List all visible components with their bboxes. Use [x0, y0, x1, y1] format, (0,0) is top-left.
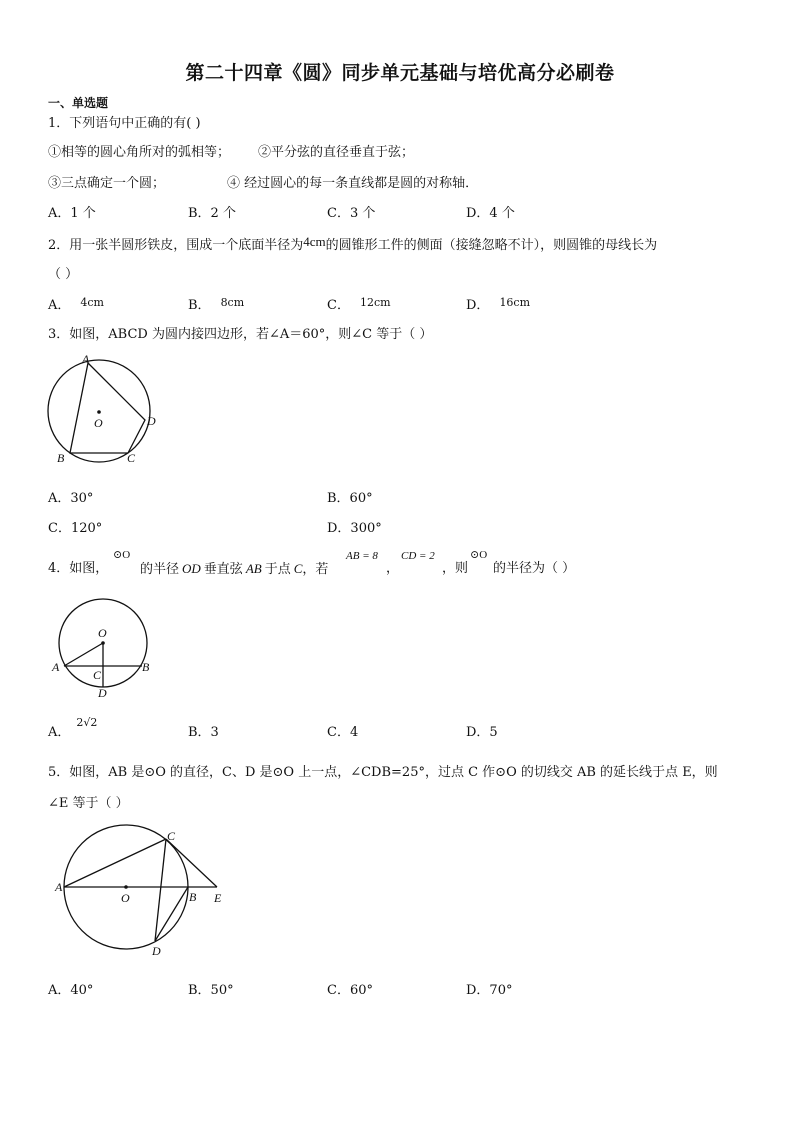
q3-option-c[interactable]: C．120°: [48, 521, 103, 536]
page-title: 第二十四章《圆》同步单元基础与培优高分必刷卷: [185, 62, 615, 84]
q4-label-c: C: [93, 668, 102, 682]
q3-label-a: A: [82, 352, 90, 366]
q5-option-c[interactable]: C．60°: [327, 983, 373, 998]
q5-label-a: A: [55, 880, 63, 894]
q4-condition-2: CD = 2: [401, 550, 435, 562]
q4-c: C: [293, 561, 303, 576]
q2-option-c-letter: C．: [327, 298, 350, 313]
q5-stem: 5．如图，AB 是⊙O 的直径，C、D 是⊙O 上一点，∠CDB=25°，过点 C 作⊙O 的切线交 AB 的延长线于点 E，则: [48, 765, 718, 780]
q4-stem-then: ，则: [442, 561, 469, 576]
q3-label-d: D: [147, 414, 156, 428]
q5-label-o: O: [121, 891, 130, 905]
q5-label-b: B: [189, 890, 197, 904]
q4-label-b: B: [142, 660, 150, 674]
q1-option-a[interactable]: A．1 个: [48, 206, 96, 221]
q2-stem-part-b: 的圆锥形工件的侧面（接缝忽略不计），则圆锥的母线长为: [325, 238, 658, 253]
q2-option-a-value: 4cm: [80, 296, 104, 309]
q4-circle-symbol: ⊙O: [113, 549, 131, 561]
q4-stem-radius: 的半径: [140, 562, 180, 577]
q5-option-b[interactable]: B．50°: [188, 983, 234, 998]
q3-option-d[interactable]: D．300°: [327, 521, 382, 536]
q3-label-b: B: [57, 451, 65, 465]
q5-label-e: E: [214, 891, 222, 905]
q5-option-d[interactable]: D．70°: [466, 983, 513, 998]
q4-stem-if: ，若: [302, 562, 329, 577]
q4-option-d[interactable]: D．5: [466, 725, 498, 740]
q4-label-o: O: [98, 626, 107, 640]
q4-option-a-letter: A．: [48, 725, 71, 740]
q5-center-dot: [124, 885, 128, 889]
q2-option-a-letter: A．: [48, 298, 71, 313]
q2-option-b-value: 8cm: [220, 296, 245, 309]
q5-stem-cont: ∠E 等于（ ）: [48, 796, 129, 811]
q4-stem-end: 的半径为（ ）: [493, 561, 576, 576]
q2-option-d-letter: D．: [466, 298, 490, 313]
q5-option-a[interactable]: A．40°: [48, 983, 94, 998]
q2-option-d-value: 16cm: [499, 296, 531, 309]
q4-label-a: A: [52, 660, 60, 674]
q3-label-c: C: [127, 451, 136, 465]
q4-option-c[interactable]: C．4: [327, 725, 359, 740]
q2-stem-part-a: 2．用一张半圆形铁皮，围成一个底面半径为: [48, 238, 304, 253]
q5-tangent-ce: [166, 839, 217, 887]
q4-circle-symbol-2: ⊙O: [470, 549, 488, 561]
q4-stem-part-a: 4．如图，: [48, 561, 109, 576]
q1-statement-4: ④ 经过圆心的每一条直线都是圆的对称轴．: [227, 176, 479, 191]
q4-condition-1: AB = 8: [346, 550, 378, 562]
q5-label-c: C: [167, 829, 176, 843]
q3-label-o: O: [94, 416, 103, 430]
q4-option-a-value: 2√2: [76, 716, 98, 729]
q3-option-a[interactable]: A．30°: [48, 491, 94, 506]
q1-statement-2: ②平分弦的直径垂直于弦；: [258, 145, 415, 160]
q4-label-d: D: [98, 686, 107, 700]
q2-option-b-letter: B．: [188, 298, 211, 313]
q3-option-b[interactable]: B．60°: [327, 491, 373, 506]
q2-option-c-value: 12cm: [359, 296, 391, 309]
q1-option-b[interactable]: B．2 个: [188, 206, 236, 221]
q1-statement-3: ③三点确定一个圆；: [48, 176, 166, 191]
q2-stem-cont: （ ）: [48, 267, 79, 282]
q2-stem-value: 4cm: [303, 234, 326, 249]
q3-stem: 3．如图，ABCD 为圆内接四边形，若∠A＝60°，则∠C 等于（ ）: [48, 327, 433, 342]
q1-statement-1: ①相等的圆心角所对的弧相等；: [48, 145, 231, 160]
section-heading: 一、单选题: [48, 96, 109, 110]
q4-ab: AB: [245, 561, 262, 576]
q4-stem-chord: 垂直弦: [203, 562, 243, 577]
q1-option-d[interactable]: D．4 个: [466, 206, 515, 221]
q5-label-d: D: [152, 944, 161, 958]
q4-od: OD: [182, 561, 201, 576]
q1-option-c[interactable]: C．3 个: [327, 206, 376, 221]
q4-separator: ，: [386, 561, 400, 576]
q1-stem: 1．下列语句中正确的有( ): [48, 116, 201, 131]
q4-stem-point: 于点: [264, 562, 291, 577]
q4-option-b[interactable]: B．3: [188, 725, 219, 740]
